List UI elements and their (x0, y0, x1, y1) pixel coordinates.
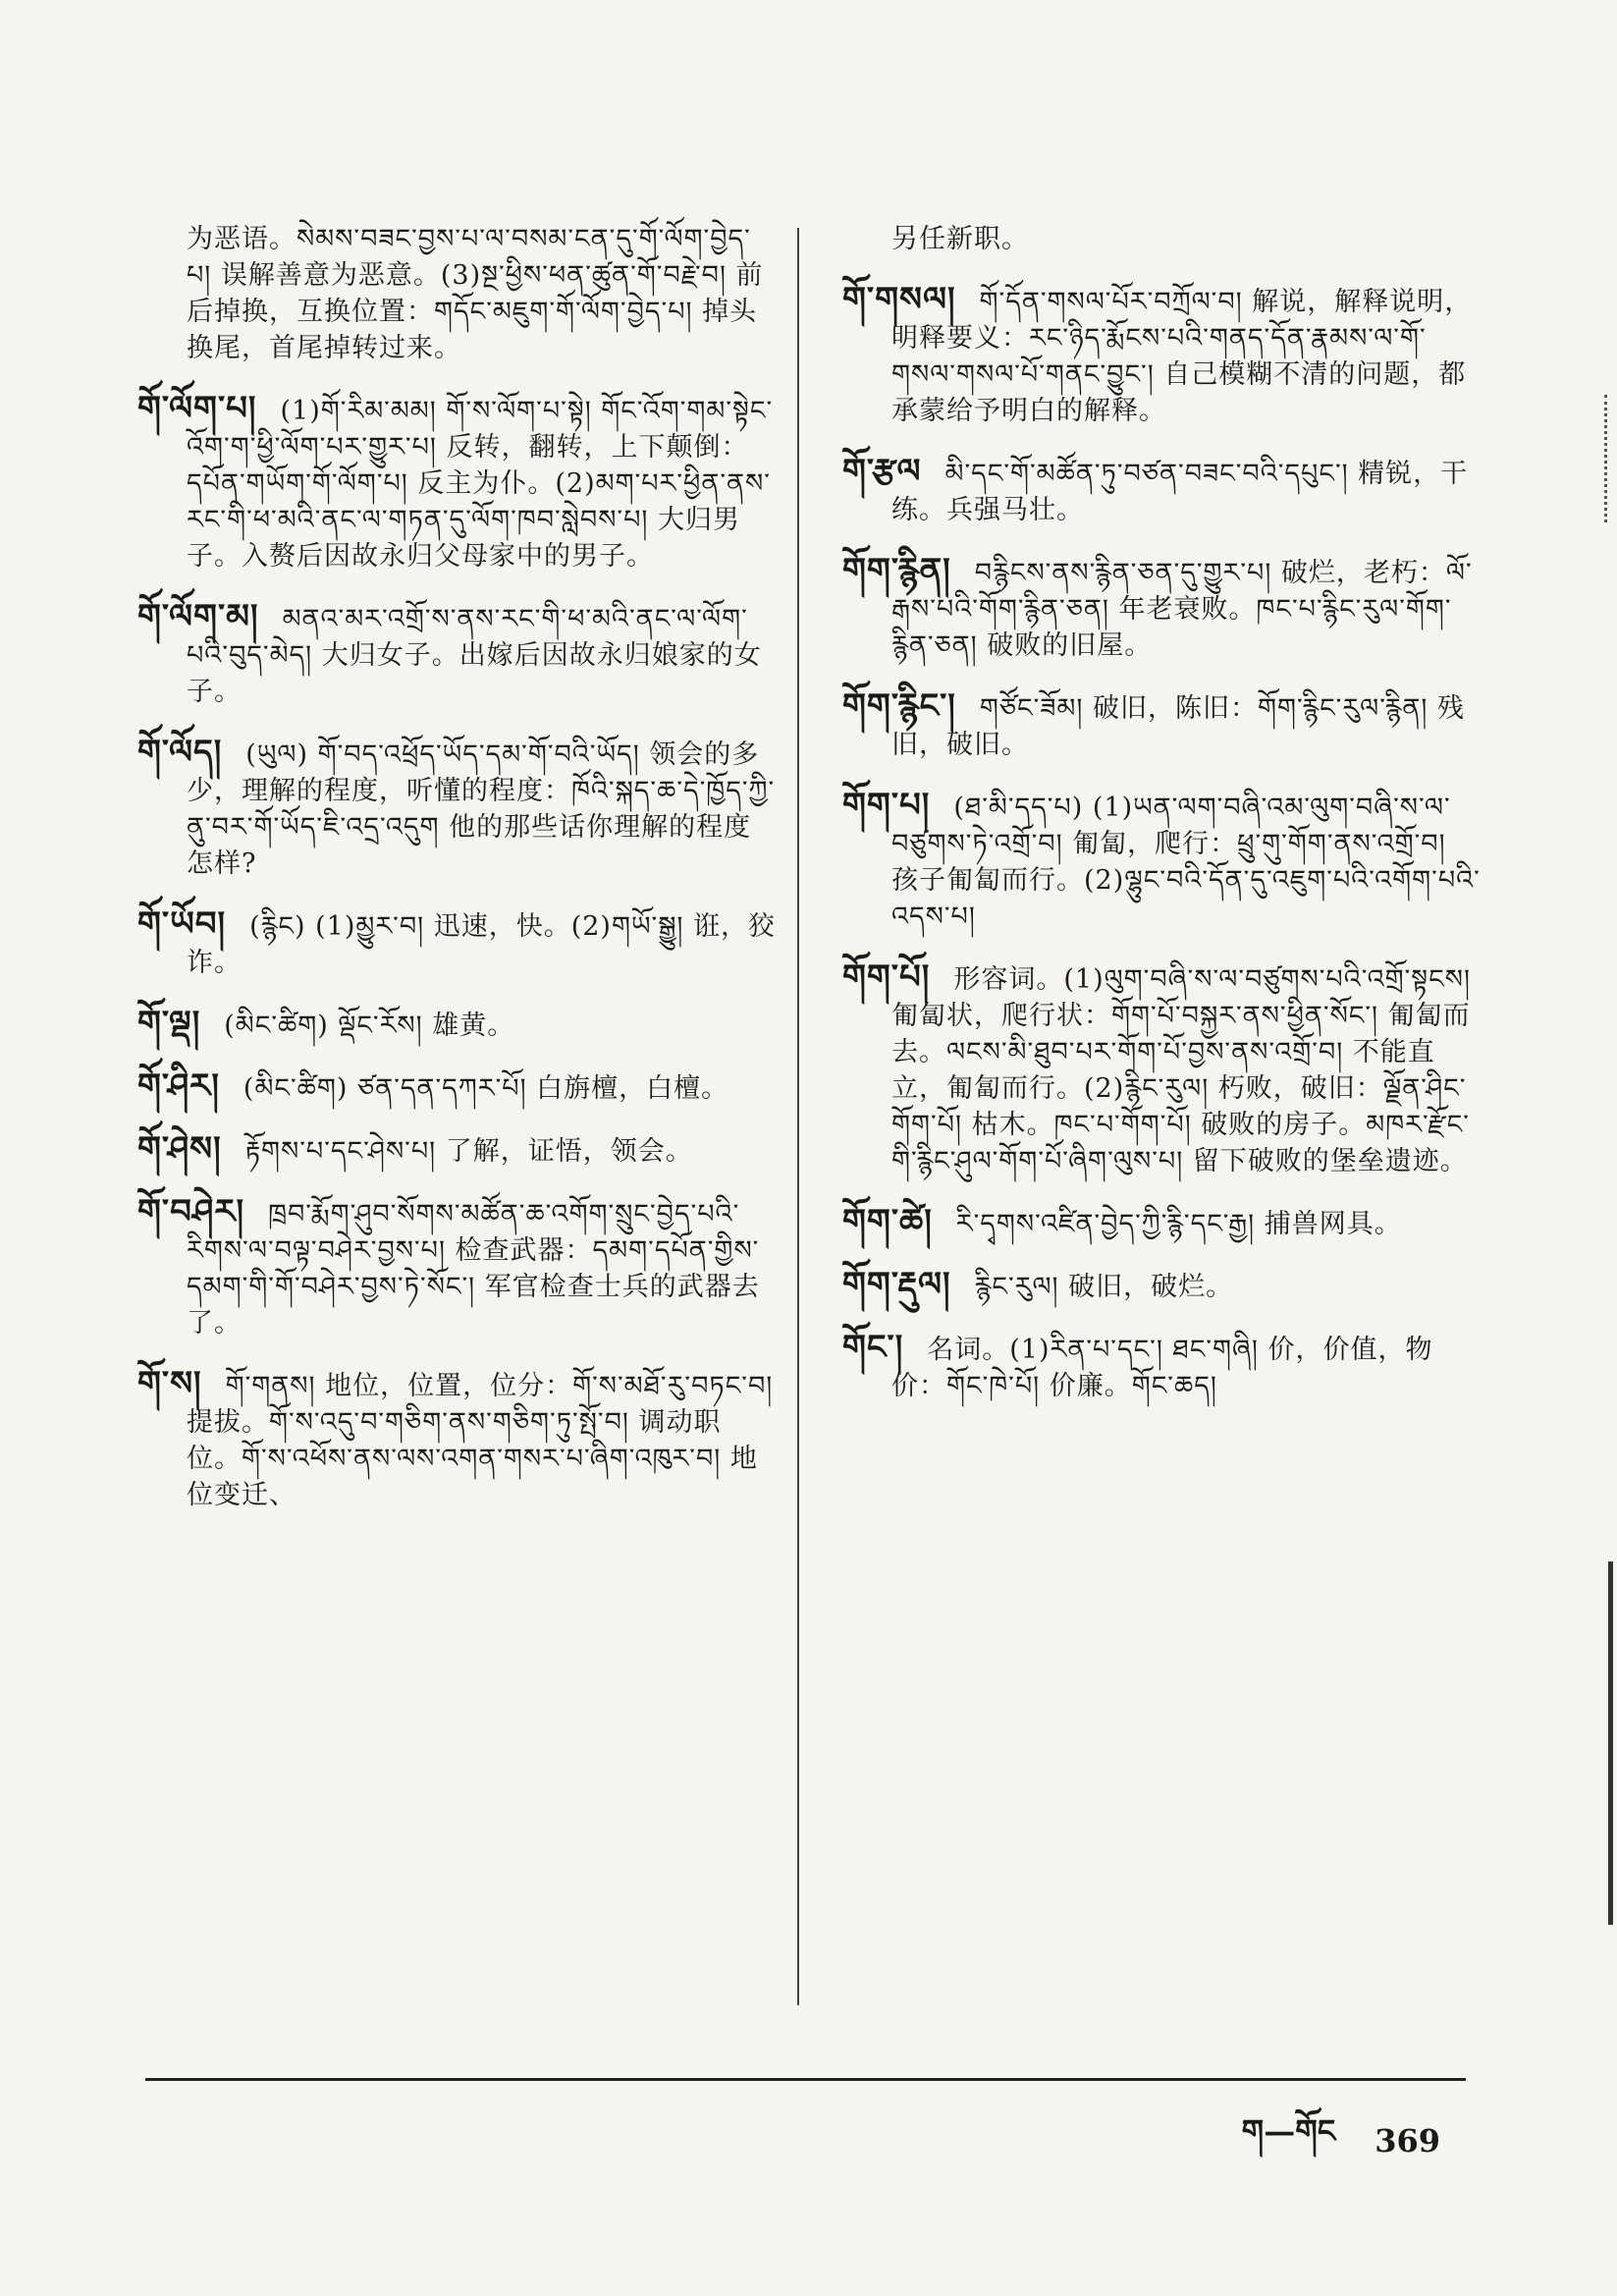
entry-range: ག—གོང (1241, 2112, 1336, 2150)
headword: གོ་ལྡ། (137, 1004, 201, 1043)
definition: (ཐ་མི་དད་པ) (1)ཡན་ལག་བཞི་འམ་ལུག་བཞི་ས་ལ་བཙུགས་ཏེ་འགྲོ་བ། 匍匐，爬行：ཕྲུ་གུ་གོག་ནས་འགྲོ་བ། 孩子匍匐而行。(2)ལྷུང་བའི་དོན་དུ་འཇུག་པའི་འགོག་པའི་འདས་པ། (891, 793, 1481, 932)
dictionary-entry (842, 454, 1481, 528)
margin-tab-marks (1604, 395, 1617, 522)
dictionary-entry (137, 1131, 776, 1170)
definition: གོ་དོན་གསལ་པོར་བཀྲོལ་བ། 解说，解释说明，明释要义：རང་ཉིད་རྨོངས་པའི་གནད་དོན་རྣམས་ལ་གོ་གསལ་གསལ་པོ་གནང་བྱུང་། 自己模糊不清的问题，都承蒙给予明白的解释。 (891, 287, 1473, 426)
definition: གཙོང་ཟོམ། 破旧，陈旧：གོག་རྙིང་རུལ་རྙིན། 残旧，破旧。 (891, 693, 1465, 760)
definition: མནའ་མར་འགྲོ་ས་ནས་རང་གི་ཕ་མའི་ནང་ལ་ལོག་པའི་བུད་མེད། 大归女子。出嫁后因故永归娘家的女子。 (187, 604, 762, 707)
page-footer (1242, 2097, 1440, 2185)
dictionary-entry (137, 1006, 776, 1044)
definition: 形容词。(1)ལུག་བཞི་ས་ལ་བཙུགས་པའི་འགྲོ་སྟངས། 匍匐状，爬行状：གོག་པོ་བསྐྱར་ནས་ཕྱིན་སོང་། 匍匐而去。ལངས་མི་ཐུབ་པར་གོག་པོ་བྱས་ནས་འགྲོ་བ། 不能直立，匍匐而行。(2)རྙིང་རུལ། 朽败，破旧：ལྗོན་ཤིང་གོག་པོ། 枯木。ཁང་པ་གོག་པོ། 破败的房子。མཁར་རྫོང་གི་རྙིང་ཤུལ་གོག་པོ་ཞིག་ལུས་པ། 留下破败的堡垒遗迹。 (891, 964, 1471, 1176)
headword: གོག་རྙིང་། (842, 686, 956, 726)
definition: ཁྲབ་རྨོག་ཤུབ་སོགས་མཚོན་ཆ་འགོག་སྲུང་བྱེད་པའི་རིགས་ལ་བལྟ་བཤེར་བྱས་པ། 检查武器：དམག་དཔོན་གྱིས་དམག་གི་གོ་བཤེར་བྱས་ཏེ་སོང་། 军官检查士兵的武器去了。 (187, 1199, 760, 1339)
definition: (མིང་ཚིག) ཙན་དན་དཀར་པོ། 白旃檀，白檀。 (243, 1073, 729, 1104)
definition: རྙིང་རུལ། 破旧，破烂。 (974, 1272, 1234, 1302)
entry-continuation: 为恶语。སེམས་བཟང་བྱས་པ་ལ་བསམ་ངན་དུ་གོ་ལོག་བྱེད་པ། 误解善意为恶意。(3)སྔ་ཕྱིས་ཕན་ཚུན་གོ་བརྗེ་བ། 前后掉换，互换位置：གདོང་མཇུག་གོ་ལོག་བྱེད་པ། 掉头换尾，首尾掉转过来。 (187, 224, 764, 363)
dictionary-entry (137, 1068, 776, 1107)
headword: གོ་ས། (137, 1364, 202, 1403)
headword: གོ་གསལ། (842, 280, 956, 319)
dictionary-entry (842, 1204, 1481, 1242)
headword: གོག་རྡུལ། (842, 1265, 951, 1304)
dictionary-entry (842, 788, 1481, 935)
right-column (842, 221, 1481, 1429)
column-divider (797, 228, 799, 2005)
dictionary-entry (137, 1366, 776, 1513)
dictionary-entry (137, 735, 776, 882)
dictionary-entry (842, 1267, 1481, 1305)
dictionary-entry (842, 553, 1481, 664)
headword: གོ་བཤེར། (137, 1192, 245, 1231)
definition: མི་དང་གོ་མཚོན་ཏུ་བཙན་བཟང་བའི་དཔུང་། 精锐，干练。兵强马壮。 (891, 459, 1469, 525)
definition: 名词。(1)རིན་པ་དང་། ཐང་གཞི། 价，价值，物价：གོང་ཁེ་པོ། 价廉。གོང་ཆད། (891, 1335, 1433, 1401)
page-number: 369 (1374, 2122, 1440, 2159)
definition: (1)གོ་རིམ་མམ། གོ་ས་ལོག་པ་སྟེ། གོང་འོག་གམ་སྟེང་འོག་ག་ཕྱི་ལོག་པར་གྱུར་པ། 反转，翻转，上下颠倒：དཔོན་གཡོག་གོ་ལོག་པ། 反主为仆。(2)མག་པར་ཕྱིན་ནས་རང་གི་ཕ་མའི་ནང་ལ་གཏན་དུ་ལོག་ཁབ་སླེབས་པ། 大归男子。入赘后因故永归父母家中的男子。 (187, 396, 774, 572)
headword: གོ་ཤིར། (137, 1066, 220, 1106)
definition: གོ་གནས། 地位，位置，位分：གོ་ས་མཐོ་རུ་བཏང་བ། 提拔。གོ་ས་འདུ་བ་གཅིག་ནས་གཅིག་ཏུ་སྤོ་བ། 调动职位。གོ་ས་འཕོས་ནས་ལས་འགན་གསར་པ་ཞིག་འཁུར་བ། 地位变迁、 (187, 1371, 774, 1510)
headword: གོག་རྙིན། (842, 551, 951, 590)
dictionary-entry (137, 1194, 776, 1341)
headword: གོག་པ། (842, 786, 931, 825)
definition: བརྙིངས་ནས་རྙིན་ཅན་དུ་གྱུར་པ། 破烂，老朽：ལོ་རྒས་པའི་གོག་རྙིན་ཅན། 年老衰败。ཁང་པ་རྙིང་རུལ་གོག་རྙིན་ཅན། 破败的旧屋。 (891, 558, 1473, 661)
headword: གོག་ཚེ། (842, 1202, 933, 1241)
definition: རྟོགས་པ་དང་ཤེས་པ། 了解，证悟，领会。 (244, 1136, 693, 1167)
dictionary-entry (842, 1330, 1481, 1404)
definition: རི་དྭགས་འཛིན་བྱེད་ཀྱི་རྙི་དང་རྒྱ། 捕兽网具。 (955, 1209, 1402, 1239)
headword: གོ་ལོག་པ། (137, 389, 257, 428)
definition: (ཡུལ) གོ་བད་འཕྲོད་ཡོད་དམ་གོ་བའི་ཡོད། 领会的多少，理解的程度，听懂的程度：ཁོའི་སྐད་ཆ་དེ་ཁྱོད་ཀྱི་ནུ་བར་གོ་ཡོད་ཇི་འདྲ་འདུག 他的那些话你理解的程度怎样? (187, 739, 776, 879)
margin-edge-bar (1608, 1561, 1613, 1925)
dictionary-entry (842, 959, 1481, 1179)
dictionary-entry (842, 688, 1481, 763)
dictionary-entry (137, 391, 776, 574)
headword: གོང་། (842, 1328, 904, 1367)
definition: (མིང་ཚིག) ལྡོང་རོས། 雄黄。 (224, 1011, 515, 1041)
headword: གོ་ལོད། (137, 733, 223, 772)
left-column (137, 221, 776, 1538)
dictionary-entry (842, 282, 1481, 429)
footer-rule (145, 2078, 1466, 2081)
dictionary-entry (137, 906, 776, 981)
entry-continuation: 另任新职。 (891, 224, 1029, 254)
headword: གོ་རྩལ (842, 452, 922, 491)
definition: (རྙིང) (1)མྱུར་བ། 迅速，快。(2)གཡོ་སྒྱུ། 诳，狡诈。 (187, 911, 777, 978)
headword: གོ་ཤེས། (137, 1129, 222, 1169)
headword: གོ་ཡོབ། (137, 904, 227, 944)
headword: གོག་པོ། (842, 957, 931, 997)
dictionary-entry (137, 599, 776, 710)
headword: གོ་ལོག་མ། (137, 597, 259, 636)
